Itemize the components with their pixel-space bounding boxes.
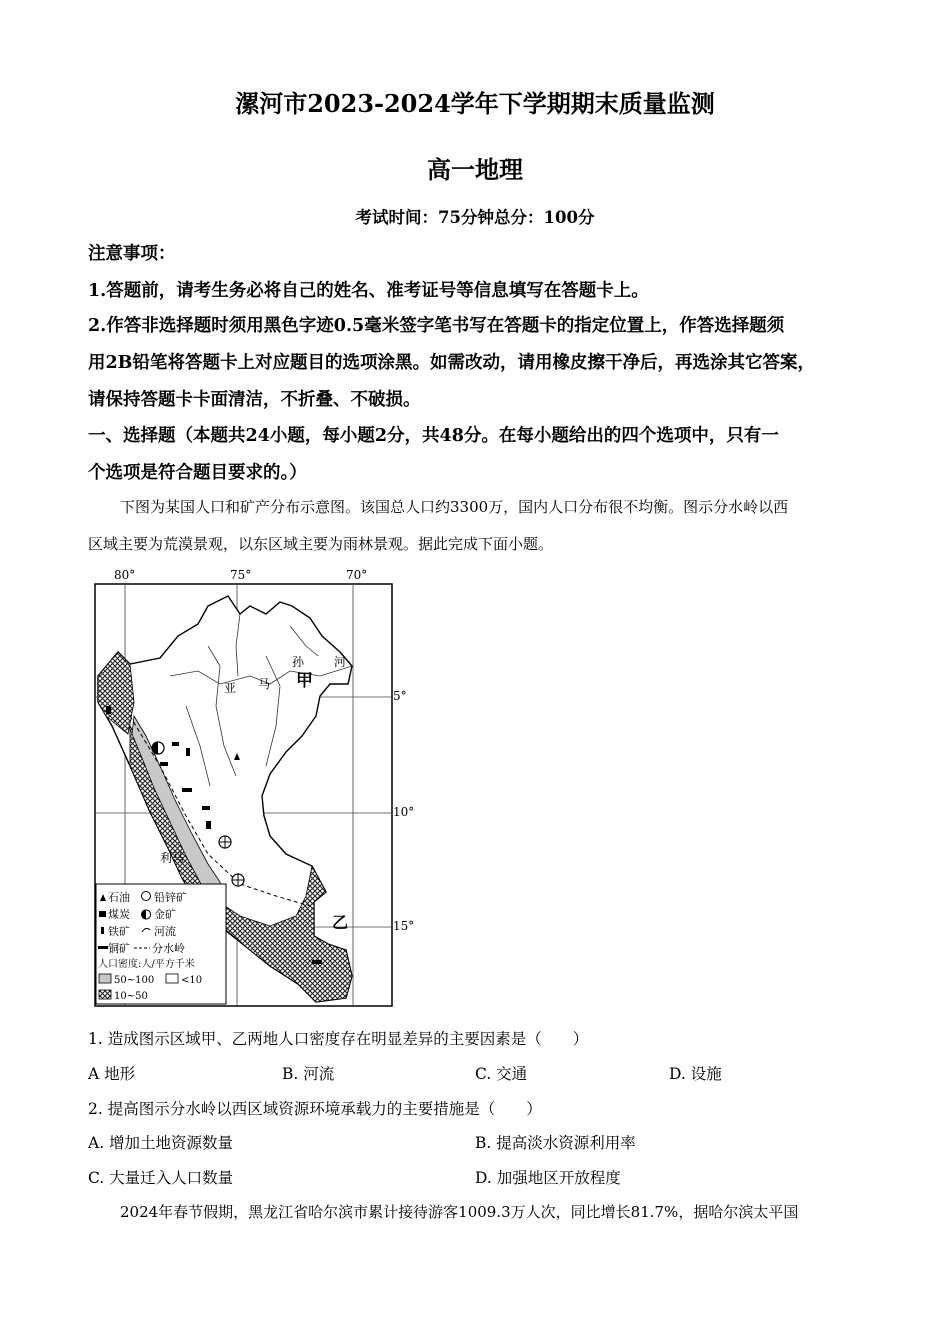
- svg-text:<10: <10: [181, 975, 203, 986]
- section-heading: 一、选择题（本题共24小题，每小题2分，共48分。在每小题给出的四个选项中，只有一: [88, 426, 779, 446]
- notice-line: 2.作答非选择题时须用黑色字迹0.5毫米签字笔书写在答题卡的指定位置上，作答选择题须: [88, 316, 785, 336]
- question-1-option-c: C. 交通: [475, 1065, 528, 1083]
- svg-text:金矿: 金矿: [154, 908, 176, 921]
- svg-text:铅锌矿: 铅锌矿: [154, 891, 187, 904]
- question-2-option-b: B. 提高淡水资源利用率: [475, 1134, 636, 1152]
- page-title: 漯河市2023-2024学年下学期期末质量监测: [235, 89, 715, 118]
- lat-label: 5°: [393, 689, 407, 703]
- next-intro-text: 2024年春节假期，黑龙江省哈尔滨市累计接待游客1009.3万人次，同比增长81.7%，据哈尔滨太平国: [120, 1203, 799, 1221]
- notice-heading: 注意事项：: [88, 244, 176, 264]
- svg-text:河流: 河流: [154, 925, 176, 938]
- svg-text:50~100: 50~100: [114, 975, 155, 986]
- lat-label: 15°: [393, 919, 415, 933]
- svg-text:石油: 石油: [108, 891, 130, 904]
- exam-info: 考试时间：75分钟总分：100分: [355, 208, 595, 227]
- question-2-option-d: D. 加强地区开放程度: [475, 1169, 621, 1187]
- river-label: 河: [334, 655, 347, 669]
- svg-text:铜矿: 铜矿: [108, 942, 130, 955]
- label-jia: 甲: [296, 671, 313, 691]
- intro-text: 下图为某国人口和矿产分布示意图。该国总人口约3300万，国内人口分布很不均衡。图示分水岭以西: [120, 498, 789, 516]
- question-1-stem: 1. 造成图示区域甲、乙两地人口密度存在明显差异的主要因素是（ ）: [88, 1030, 589, 1048]
- lat-label: 10°: [393, 805, 415, 819]
- svg-text:10~50: 10~50: [114, 991, 148, 1002]
- svg-text:人口密度:人/平方千米: 人口密度:人/平方千米: [98, 959, 195, 970]
- svg-text:煤炭: 煤炭: [108, 908, 130, 921]
- question-1-option-a: A 地形: [88, 1065, 136, 1083]
- notice-line: 1.答题前，请考生务必将自己的姓名、准考证号等信息填写在答题卡上。: [88, 281, 649, 301]
- label-lima: 利马: [160, 851, 185, 865]
- question-1-option-b: B. 河流: [282, 1065, 335, 1083]
- intro-text: 区域主要为荒漠景观，以东区域主要为雨林景观。据此完成下面小题。: [88, 535, 554, 553]
- river-label: 马: [258, 677, 271, 691]
- lon-label: 70°: [346, 568, 368, 582]
- subject-title: 高一地理: [427, 155, 523, 184]
- question-2-option-c: C. 大量迁入人口数量: [88, 1169, 234, 1187]
- svg-text:铁矿: 铁矿: [108, 925, 130, 938]
- question-2-stem: 2. 提高图示分水岭以西区域资源环境承载力的主要措施是（ ）: [88, 1100, 542, 1118]
- svg-text:分水岭: 分水岭: [152, 942, 185, 955]
- label-yi: 乙: [332, 913, 349, 932]
- notice-line: 用2B铅笔将答题卡上对应题目的选项涂黑。如需改动，请用橡皮擦干净后，再选涂其它答案，: [88, 353, 815, 373]
- lon-label: 75°: [230, 568, 252, 582]
- section-heading: 个选项是符合题目要求的。）: [88, 463, 307, 483]
- question-1-option-d: D. 设施: [669, 1065, 722, 1083]
- population-mineral-map: [90, 566, 420, 1012]
- map-legend: [96, 884, 226, 1004]
- notice-line: 请保持答题卡卡面清洁，不折叠、不破损。: [88, 390, 421, 410]
- lon-label: 80°: [114, 568, 136, 582]
- river-label: 孙: [292, 655, 305, 669]
- question-2-option-a: A. 增加土地资源数量: [88, 1134, 234, 1152]
- river-label: 亚: [224, 681, 237, 695]
